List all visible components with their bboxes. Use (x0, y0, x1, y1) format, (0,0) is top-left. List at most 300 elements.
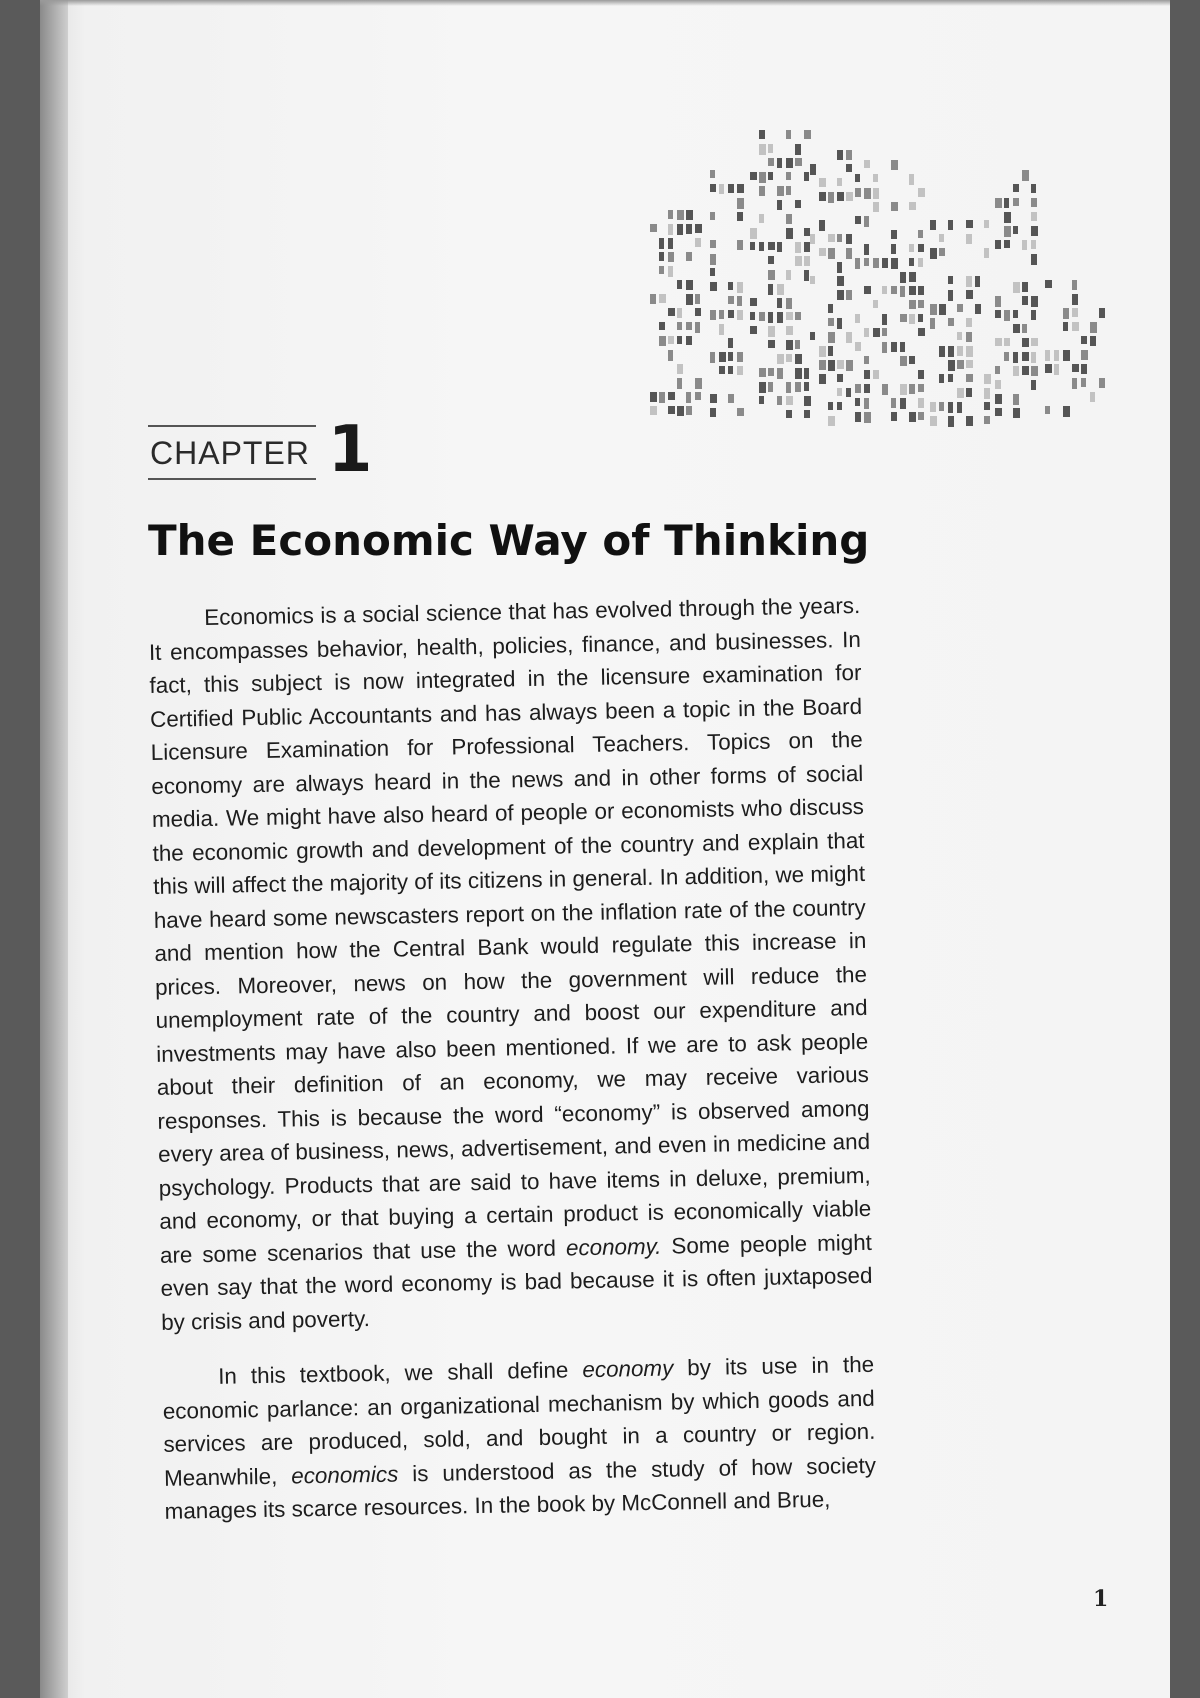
skyline-window (750, 228, 757, 239)
skyline-window (909, 272, 916, 282)
skyline-window (873, 300, 878, 308)
skyline-window (995, 198, 1002, 208)
skyline-window (819, 360, 826, 370)
skyline-window (864, 286, 871, 294)
skyline-window (882, 286, 887, 294)
skyline-window (728, 282, 733, 290)
skyline-window (846, 332, 852, 343)
skyline-window (837, 234, 842, 242)
skyline-window (909, 356, 915, 364)
skyline-window (948, 346, 954, 357)
italic-term: economy (582, 1355, 674, 1383)
skyline-window (948, 290, 953, 301)
skyline-window (846, 150, 852, 160)
skyline-window (1099, 378, 1105, 388)
skyline-window (864, 370, 870, 379)
skyline-window (995, 408, 1002, 416)
skyline-window (668, 336, 674, 344)
skyline-window (1022, 338, 1029, 347)
skyline-window (909, 174, 914, 185)
skyline-window (918, 398, 924, 408)
skyline-window (786, 270, 791, 280)
skyline-window (837, 318, 842, 329)
skyline-window (795, 312, 801, 320)
skyline-window (668, 350, 673, 361)
skyline-window (710, 240, 716, 248)
skyline-window (966, 416, 973, 426)
skyline-window (909, 258, 914, 266)
skyline-window (795, 354, 802, 364)
skyline-window (786, 340, 793, 350)
skyline-window (719, 184, 724, 194)
skyline-window (873, 174, 878, 182)
skyline-window (695, 392, 701, 400)
skyline-window (948, 276, 953, 284)
skyline-window (864, 412, 871, 423)
skyline-window (1031, 310, 1036, 320)
skyline-window (957, 346, 963, 356)
skyline-window (864, 216, 869, 227)
skyline-window (918, 230, 923, 238)
page-number: 1 (1093, 1586, 1109, 1612)
skyline-window (1081, 350, 1088, 360)
skyline-window (855, 384, 861, 393)
skyline-window (900, 272, 906, 283)
skyline-window (930, 402, 936, 412)
skyline-window (1031, 352, 1036, 363)
skyline-window (1054, 364, 1059, 375)
skyline-window (918, 300, 924, 308)
skyline-window (695, 238, 701, 247)
skyline-window (891, 342, 897, 352)
skyline-window (819, 178, 826, 187)
skyline-window (882, 314, 887, 325)
skyline-window (939, 402, 944, 411)
skyline-window (828, 248, 835, 259)
skyline-window (786, 410, 792, 418)
skyline-window (759, 242, 764, 251)
skyline-window (855, 412, 861, 422)
skyline-window (750, 326, 757, 334)
skyline-window (777, 354, 784, 364)
skyline-window (846, 290, 852, 300)
skyline-window (1013, 324, 1020, 333)
skyline-window (984, 402, 990, 410)
book-spine-shadow (40, 0, 68, 1698)
skyline-window (659, 294, 666, 303)
skyline-window (659, 392, 665, 403)
skyline-window (737, 282, 743, 293)
skyline-window (686, 392, 691, 403)
skyline-window (686, 336, 692, 345)
skyline-window (768, 312, 773, 323)
skyline-window (1022, 324, 1027, 333)
skyline-window (984, 248, 989, 258)
skyline-window (804, 172, 809, 181)
skyline-window (1072, 378, 1077, 389)
skyline-window (873, 188, 879, 199)
skyline-window (719, 366, 725, 374)
skyline-window (966, 220, 973, 228)
skyline-window (1063, 406, 1070, 417)
skyline-window (759, 186, 765, 196)
skyline-window (948, 360, 955, 371)
skyline-window (768, 326, 775, 337)
skyline-window (795, 368, 802, 379)
skyline-window (804, 242, 810, 252)
skyline-window (948, 220, 953, 230)
skyline-window (930, 416, 937, 426)
italic-term: economics (291, 1461, 399, 1489)
skyline-window (719, 310, 724, 319)
skyline-window (837, 178, 842, 186)
skyline-window (750, 312, 755, 320)
skyline-window (768, 172, 773, 180)
skyline-window (728, 338, 733, 348)
skyline-window (1099, 308, 1105, 318)
skyline-window (786, 214, 792, 224)
skyline-window (710, 184, 716, 192)
skyline-window (1013, 408, 1020, 418)
skyline-window (759, 382, 766, 393)
skyline-window (918, 384, 924, 392)
skyline-window (786, 326, 793, 335)
chapter-number: 1 (327, 413, 373, 487)
skyline-window (804, 256, 810, 266)
skyline-window (864, 398, 869, 409)
skyline-window (695, 308, 701, 316)
paragraph-text: is understood as the study of how society manages its scarce resources. In the book by McConnell and Brue, (164, 1452, 877, 1524)
skyline-window (828, 332, 835, 343)
skyline-window (768, 368, 774, 376)
skyline-window (1031, 184, 1036, 193)
skyline-window (795, 242, 801, 253)
skyline-window (728, 366, 733, 374)
skyline-window (804, 228, 810, 236)
skyline-window (710, 282, 717, 291)
skyline-window (1013, 282, 1020, 293)
skyline-window (957, 304, 963, 312)
skyline-window (1013, 198, 1019, 206)
skyline-window (864, 384, 870, 393)
skyline-window (804, 396, 811, 406)
skyline-window (819, 192, 826, 201)
skyline-window (804, 368, 809, 379)
skyline-window (750, 242, 755, 250)
skyline-window (810, 234, 815, 244)
skyline-window (1081, 378, 1086, 387)
skyline-window (695, 224, 702, 233)
skyline-window (1004, 240, 1010, 248)
skyline-window (686, 406, 692, 415)
skyline-window (948, 318, 954, 326)
skyline-window (1013, 226, 1018, 234)
skyline-window (1031, 226, 1038, 236)
skyline-window (737, 352, 743, 362)
skyline-window (710, 170, 715, 178)
skyline-window (957, 360, 964, 369)
skyline-window (909, 300, 916, 309)
skyline-window (891, 230, 897, 239)
skyline-window (750, 298, 757, 306)
skyline-window (909, 314, 915, 324)
skyline-window (677, 364, 683, 374)
skyline-window (659, 336, 666, 346)
skyline-window (975, 276, 980, 287)
skyline-window (786, 158, 793, 168)
skyline-window (795, 158, 802, 166)
skyline-window (677, 406, 684, 416)
skyline-window (873, 370, 879, 379)
skyline-window (966, 346, 973, 357)
skyline-window (1031, 338, 1038, 346)
skyline-window (1022, 282, 1028, 292)
skyline-window (855, 314, 860, 323)
skyline-window (668, 210, 673, 219)
skyline-window (804, 382, 809, 391)
skyline-window (659, 252, 664, 261)
skyline-window (768, 242, 775, 250)
skyline-window (855, 174, 860, 182)
skyline-window (719, 324, 724, 335)
skyline-window (837, 388, 842, 396)
skyline-window (939, 248, 945, 256)
paragraph-text: by its use in the economic parlance: an organizational mechanism by which goods and services are produced, sold, and bought in a country or region. Meanwhile, (162, 1351, 876, 1491)
skyline-window (1031, 296, 1038, 307)
skyline-window (966, 332, 972, 342)
skyline-window (1063, 350, 1070, 361)
skyline-window (966, 234, 972, 244)
skyline-window (909, 286, 916, 295)
skyline-window (948, 374, 953, 382)
skyline-window (864, 356, 869, 364)
skyline-window (677, 308, 682, 318)
skyline-window (855, 258, 860, 269)
skyline-window (1072, 308, 1078, 317)
skyline-window (918, 244, 924, 252)
skyline-window (659, 238, 664, 249)
skyline-window (786, 354, 792, 362)
skyline-window (737, 212, 743, 221)
skyline-window (1022, 170, 1029, 181)
skyline-window (786, 172, 791, 180)
skyline-window (695, 378, 702, 389)
skyline-window (710, 212, 715, 220)
skyline-window (710, 254, 716, 265)
skyline-window (710, 268, 715, 276)
skyline-window (795, 144, 801, 155)
skyline-window (668, 392, 675, 400)
skyline-window (828, 360, 835, 371)
skyline-window (1004, 338, 1010, 346)
skyline-window (677, 224, 683, 235)
skyline-window (837, 290, 844, 300)
skyline-window (786, 396, 793, 405)
skyline-window (686, 210, 693, 220)
skyline-window (737, 366, 743, 375)
skyline-window (777, 298, 782, 308)
skyline-window (891, 286, 897, 294)
skyline-window (918, 370, 924, 379)
skyline-window (1031, 366, 1038, 376)
skyline-window (939, 304, 946, 315)
skyline-window (1072, 364, 1079, 372)
skyline-window (677, 378, 682, 389)
skyline-window (837, 262, 842, 273)
skyline-window (1045, 350, 1050, 361)
skyline-window (995, 394, 1002, 404)
skyline-window (948, 416, 954, 427)
skyline-window (966, 276, 972, 287)
skyline-window (810, 276, 815, 284)
skyline-window (777, 284, 784, 295)
skyline-window (939, 374, 944, 383)
skyline-window (1031, 254, 1037, 265)
skyline-window (777, 158, 782, 168)
chapter-body (148, 589, 877, 1550)
skyline-window (1022, 240, 1027, 250)
skyline-window (728, 352, 733, 361)
skyline-window (1054, 350, 1059, 361)
skyline-window (786, 186, 791, 195)
skyline-window (882, 342, 887, 353)
skyline-window (668, 308, 675, 316)
skyline-window (686, 280, 693, 290)
skyline-window (873, 202, 879, 212)
skyline-window (668, 238, 673, 249)
skyline-window (650, 294, 656, 304)
skyline-window (710, 408, 716, 417)
skyline-window (719, 352, 726, 362)
skyline-window (957, 332, 962, 340)
skyline-window (939, 234, 944, 242)
skyline-window (984, 374, 991, 384)
skyline-window (900, 342, 905, 352)
skyline-window (1081, 364, 1087, 374)
skyline-window (1004, 352, 1009, 361)
skyline-window (1090, 392, 1095, 402)
skyline-window (677, 322, 682, 330)
skyline-window (1022, 366, 1029, 375)
skyline-window (891, 160, 898, 170)
skyline-window (759, 396, 764, 404)
skyline-window (750, 172, 757, 180)
skyline-window (966, 318, 972, 327)
skyline-window (864, 258, 869, 266)
skyline-window (891, 412, 897, 421)
skyline-window (957, 388, 964, 398)
skyline-window (786, 298, 792, 309)
skyline-window (918, 258, 923, 267)
skyline-window (909, 202, 916, 210)
skyline-window (768, 144, 773, 153)
skyline-window (777, 396, 782, 405)
skyline-window (759, 214, 764, 223)
skyline-window (1013, 184, 1019, 192)
skyline-window (737, 240, 743, 250)
skyline-window (1031, 212, 1037, 221)
skyline-window (650, 406, 657, 415)
skyline-window (966, 374, 973, 382)
skyline-window (1031, 240, 1036, 249)
skyline-window (909, 244, 914, 252)
skyline-window (710, 394, 717, 403)
skyline-window (828, 402, 833, 410)
skyline-window (728, 296, 734, 304)
skyline-window (686, 224, 692, 234)
skyline-window (695, 294, 700, 304)
skyline-window (948, 402, 953, 413)
skyline-window (659, 322, 665, 330)
skyline-window (1004, 226, 1011, 237)
skyline-window (786, 130, 791, 139)
skyline-window (846, 388, 851, 397)
skyline-window (918, 328, 925, 336)
body-paragraph (148, 589, 873, 1339)
skyline-window (882, 384, 888, 395)
skyline-window (804, 410, 810, 418)
skyline-window (768, 158, 774, 166)
skyline-window (846, 234, 852, 244)
skyline-window (900, 384, 907, 395)
skyline-window (900, 314, 907, 322)
skyline-window (995, 240, 1001, 249)
skyline-window (846, 192, 853, 201)
skyline-window (873, 258, 879, 268)
skyline-window (786, 382, 791, 393)
skyline-window (837, 374, 843, 382)
skyline-window (1013, 310, 1018, 318)
paragraph-text: In this textbook, we shall define (217, 1357, 583, 1389)
skyline-window (1013, 394, 1019, 405)
skyline-window (918, 286, 924, 295)
skyline-window (930, 318, 935, 329)
skyline-window (909, 384, 915, 394)
skyline-window (1072, 294, 1078, 305)
skyline-window (668, 252, 674, 262)
skyline-window (1031, 380, 1036, 390)
skyline-window (828, 416, 835, 426)
skyline-window (677, 280, 682, 289)
skyline-window (900, 356, 907, 366)
skyline-window (795, 200, 801, 208)
skyline-window (995, 380, 1001, 389)
skyline-window (819, 248, 826, 256)
skyline-window (900, 398, 906, 409)
skyline-window (677, 210, 684, 220)
skyline-window (995, 296, 1001, 307)
skyline-window (855, 216, 861, 224)
skyline-window (1081, 336, 1087, 344)
skyline-window (882, 258, 888, 268)
skyline-window (909, 412, 916, 422)
skyline-window (668, 266, 673, 277)
skyline-window (695, 322, 700, 333)
skyline-window (1063, 308, 1069, 319)
skyline-window (786, 312, 793, 320)
skyline-window (737, 198, 744, 209)
skyline-window (995, 310, 1001, 318)
skyline-window (855, 188, 861, 197)
skyline-window (918, 314, 923, 322)
skyline-window (1072, 280, 1077, 290)
skyline-window (966, 290, 973, 299)
skyline-window (1045, 280, 1052, 288)
skyline-window (837, 192, 844, 201)
skyline-window (777, 242, 782, 252)
chapter-label: CHAPTER (148, 425, 316, 480)
skyline-window (846, 248, 852, 259)
